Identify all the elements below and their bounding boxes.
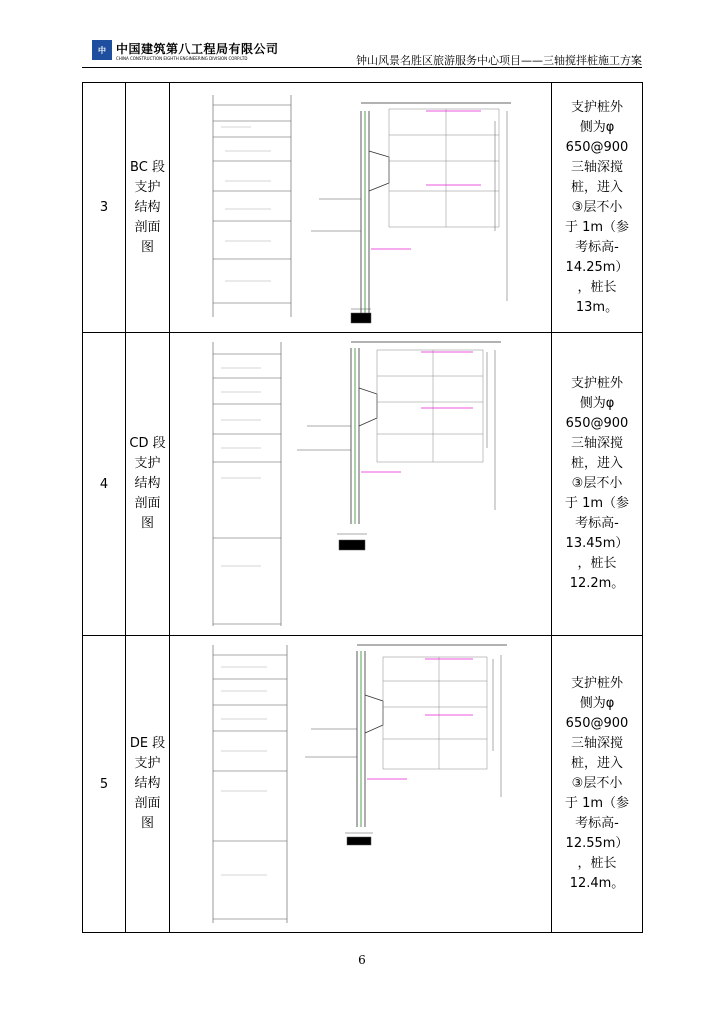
- section-line: 图: [140, 816, 154, 831]
- description-line: ，桩长: [577, 556, 617, 571]
- description-line: 三轴深搅: [570, 436, 623, 451]
- section-line: 支护: [134, 179, 161, 195]
- description-line: 12.2m。: [569, 576, 625, 591]
- company-name-english: CHINA CONSTRUCTION EIGHTH ENGINEERING DIVISION CORP.LTD: [116, 56, 248, 61]
- table-row: [83, 83, 643, 333]
- section-drawing: [211, 91, 511, 325]
- row-number: 4: [83, 333, 126, 636]
- section-line: 剖面: [134, 796, 161, 811]
- description-line: 12.55m）: [565, 836, 629, 851]
- description-line: 桩，进入: [570, 456, 623, 471]
- description-line: 于 1m（参: [564, 219, 630, 235]
- section-table: [82, 82, 643, 933]
- section-line: 结构: [134, 776, 161, 791]
- section-drawing: [211, 641, 511, 927]
- row-number: 3: [83, 83, 126, 333]
- page-number: 6: [358, 953, 366, 967]
- description-line: 13.45m）: [565, 536, 629, 551]
- section-line: 支护: [134, 756, 161, 771]
- description-line: 支护桩外: [570, 99, 623, 115]
- section-line: 图: [140, 516, 154, 531]
- section-name: [126, 636, 170, 933]
- section-line: BC 段: [130, 159, 165, 175]
- description-line: ③层不小: [571, 476, 623, 491]
- description-line: 650@900: [565, 416, 629, 431]
- section-name: [126, 83, 170, 333]
- section-line: 支护: [134, 456, 161, 471]
- section-drawing-cell: [170, 333, 552, 636]
- description-line: ，桩长: [577, 279, 617, 295]
- section-line: 结构: [134, 199, 161, 215]
- page-header: [82, 34, 642, 68]
- description-line: ，桩长: [577, 856, 617, 871]
- header-divider: [82, 67, 642, 68]
- company-name: 中国建筑第八工程局有限公司: [116, 42, 279, 56]
- description-line: 12.4m。: [569, 876, 625, 891]
- section-line: 结构: [134, 476, 161, 491]
- section-line: 图: [140, 239, 154, 255]
- section-drawing-cell: [170, 83, 552, 333]
- description-line: 14.25m）: [565, 259, 629, 275]
- description: [552, 333, 643, 636]
- section-drawing-cell: [170, 636, 552, 933]
- description-line: 于 1m（参: [564, 796, 630, 811]
- description-line: 考标高-: [575, 816, 619, 831]
- description-line: ③层不小: [571, 776, 623, 791]
- table-row: [83, 636, 643, 933]
- section-line: DE 段: [129, 736, 166, 751]
- description: [552, 636, 643, 933]
- description-line: 650@900: [565, 716, 629, 731]
- description-line: 侧为φ: [579, 396, 615, 411]
- description-line: 考标高-: [575, 516, 619, 531]
- description-line: 桩，进入: [570, 756, 623, 771]
- description-line: 于 1m（参: [564, 496, 630, 511]
- description-line: 三轴深搅: [570, 159, 623, 175]
- description-line: 13m。: [575, 299, 619, 315]
- description-line: 支护桩外: [570, 676, 623, 691]
- description-line: 侧为φ: [579, 119, 615, 135]
- description-line: ③层不小: [571, 199, 623, 215]
- row-number: 5: [83, 636, 126, 933]
- section-name: [126, 333, 170, 636]
- section-line: 剖面: [134, 496, 161, 511]
- description-line: 考标高-: [575, 239, 619, 255]
- company-logo: 中: [92, 40, 112, 60]
- description-line: 三轴深搅: [570, 736, 623, 751]
- section-drawing: [211, 338, 511, 630]
- table-row: [83, 333, 643, 636]
- description-line: 650@900: [565, 139, 629, 155]
- description-line: 桩，进入: [570, 179, 623, 195]
- section-line: 剖面: [134, 219, 161, 235]
- description: [552, 83, 643, 333]
- description-line: 支护桩外: [570, 376, 623, 391]
- description-line: 侧为φ: [579, 696, 615, 711]
- section-line: CD 段: [129, 436, 166, 451]
- document-title: 钟山风景名胜区旅游服务中心项目——三轴搅拌桩施工方案: [356, 54, 642, 67]
